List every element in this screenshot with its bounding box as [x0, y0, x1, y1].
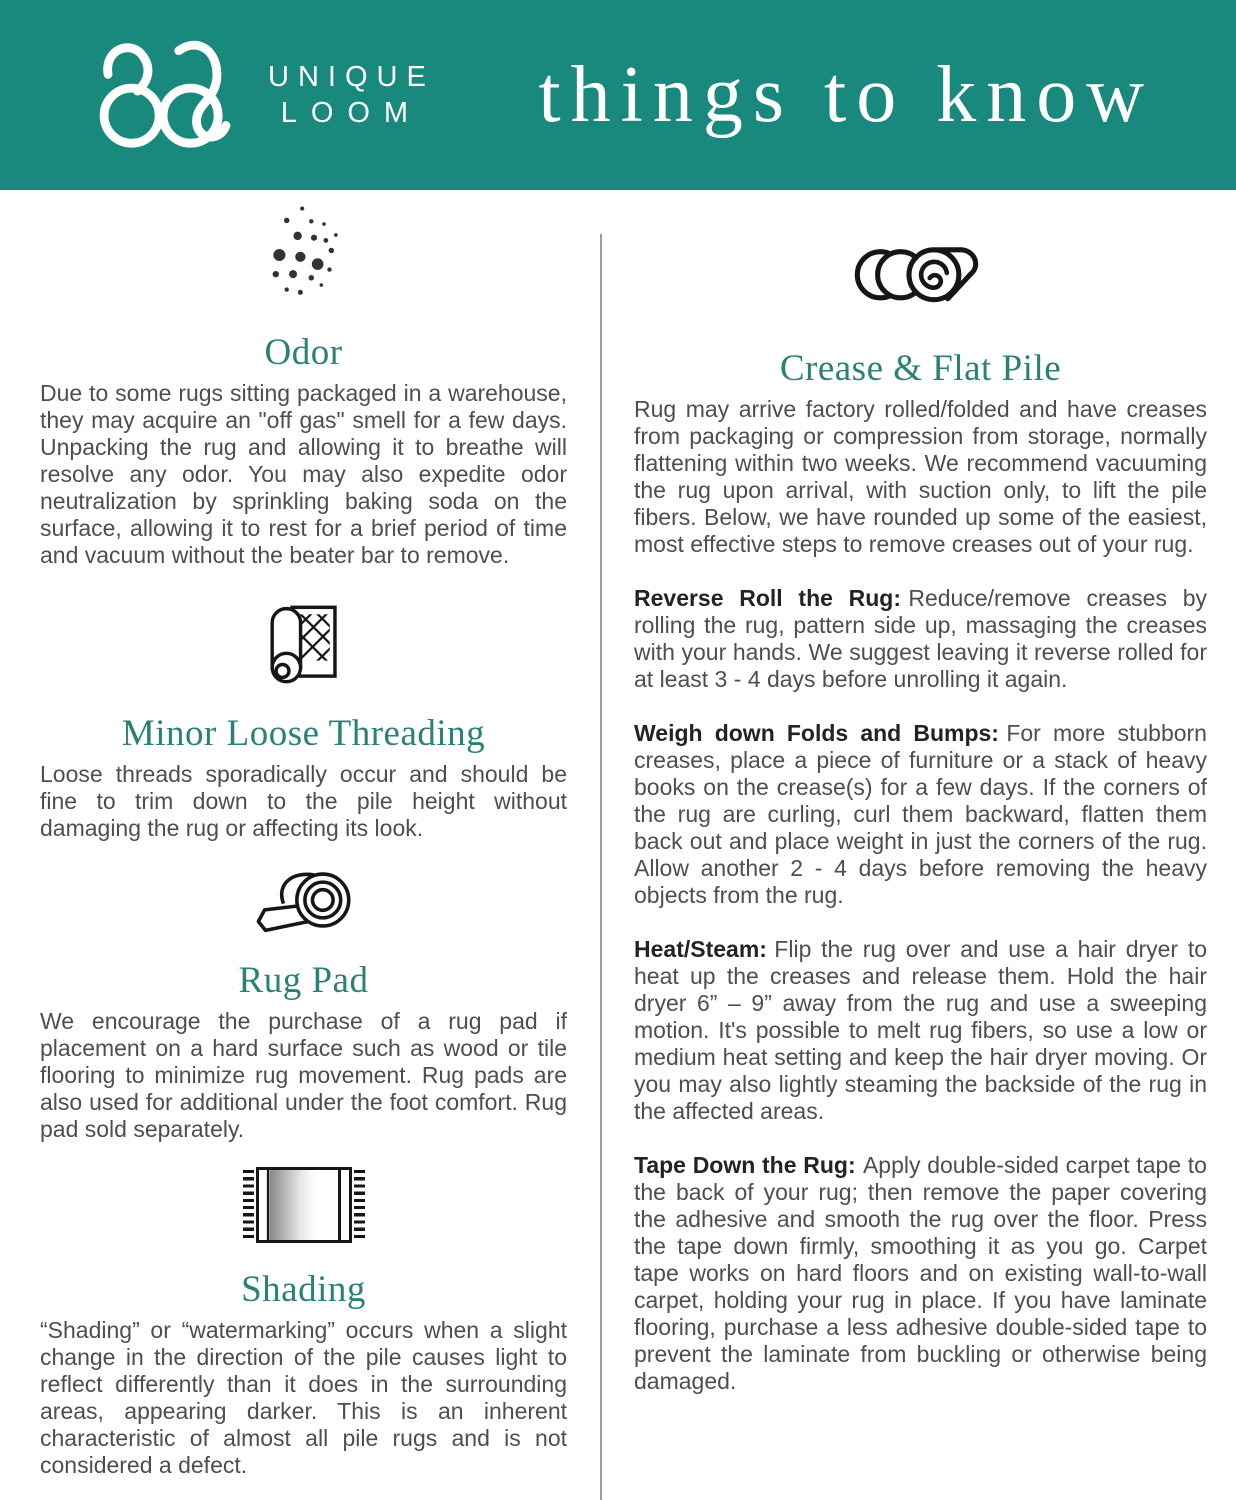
section-heading-threading: Minor Loose Threading — [121, 713, 486, 754]
section-heading-rug-pad: Rug Pad — [238, 960, 369, 1001]
page-title: things to know — [538, 50, 1154, 139]
section-rug-pad — [40, 866, 567, 1143]
section-body-shading: “Shading” or “watermarking” occurs when a slight change in the direction of the pile causes light to reflect differently than it does in the surrounding areas, appearing darker. This is an inherent characteristic of almost all pile rugs and is not considered a defect. — [40, 1317, 567, 1478]
section-body-odor: Due to some rugs sitting packaged in a warehouse, they may acquire an "off gas" smell for a few days. Unpacking the rug and allowing it to breathe will resolve any odor. You may also expedite odor neutralization by sprinkling baking soda on the surface, allowing it to rest for a brief period of time and vacuum without the beater bar to remove. — [40, 380, 567, 568]
brand-name-line2: LOOM — [280, 97, 423, 129]
rolled-rug-spiral-icon — [852, 236, 990, 308]
brand-name-line1: UNIQUE — [268, 60, 435, 93]
unique-loom-logo-icon — [92, 37, 242, 153]
step-label: Weigh down Folds and Bumps: — [634, 720, 999, 746]
step-label: Tape Down the Rug: — [634, 1152, 856, 1178]
right-column — [634, 190, 1207, 1500]
step-text: Reduce/remove creases by rolling the rug, pattern side up, massaging the creases with your hands. We suggest leaving it reverse rolled for at least 3 - 4 days before unrolling it again. — [634, 585, 1207, 692]
step-tape-down — [634, 1152, 1207, 1395]
step-text: Apply double-sided carpet tape to the back of your rug; then remove the paper covering the adhesive and smooth the rug over the floor. Press the tape down firmly, smoothing it as you go. Carpet tape works on hard floors and on existing wall-to-wall carpet, holding your rug in place. If you have laminate flooring, purchase a less adhesive double-sided tape to prevent the laminate from buckling or otherwise being damaged. — [634, 1152, 1207, 1394]
odor-dots-icon — [258, 204, 350, 306]
shaded-rug-icon — [243, 1167, 365, 1243]
step-heat-steam — [634, 936, 1207, 1125]
step-label: Reverse Roll the Rug: — [634, 585, 901, 611]
section-heading-crease: Crease & Flat Pile — [779, 348, 1062, 389]
column-divider — [600, 234, 602, 1500]
section-body-rug-pad: We encourage the purchase of a rug pad if placement on a hard surface such as wood or tile flooring to minimize rug movement. Rug pads are also used for additional under the foot comfort. Rug pad sold separately. — [40, 1008, 567, 1142]
section-loose-threading — [40, 593, 567, 842]
odor-icon-wrap — [40, 204, 567, 311]
shading-icon-wrap — [40, 1167, 567, 1248]
step-weigh-down — [634, 720, 1207, 909]
left-column — [40, 190, 567, 1500]
section-odor — [40, 204, 567, 569]
rug-pad-roll-icon — [251, 866, 357, 934]
section-heading-shading: Shading — [241, 1269, 366, 1310]
rolled-rug-weave-icon — [261, 593, 347, 687]
step-text: Flip the rug over and use a hair dryer to heat up the creases and release them. Hold the hair dryer 6” – 9” away from the rug and use a sweeping motion. It's possible to melt rug fibers, so use a low or medium heat setting and keep the hair dryer moving. Or you may also lightly steaming the backside of the rug in the affected areas. — [634, 936, 1207, 1124]
brand — [92, 37, 435, 153]
header-banner — [0, 0, 1236, 190]
crease-icon-wrap — [634, 236, 1207, 313]
crease-intro: Rug may arrive factory rolled/folded and have creases from packaging or compression from storage, normally flattening within two weeks. We recommend vacuuming the rug upon arrival, with suction only, to lift the pile fibers. Below, we have rounded up some of the easiest, most effective steps to remove creases out of your rug. — [634, 396, 1207, 557]
step-label: Heat/Steam: — [634, 936, 767, 962]
rug-pad-icon-wrap — [40, 866, 567, 939]
section-body-threading: Loose threads sporadically occur and should be fine to trim down to the pile height without damaging the rug or affecting its look. — [40, 761, 567, 841]
step-reverse-roll — [634, 585, 1207, 693]
threading-icon-wrap — [40, 593, 567, 692]
step-text: For more stubborn creases, place a piece of furniture or a stack of heavy books on the crease(s) for a few days. If the corners of the rug are curling, curl them backward, flatten them back out and place weight in just the corners of the rug. Allow another 2 - 4 days before removing the heavy objects from the rug. — [634, 720, 1207, 908]
content — [0, 190, 1236, 1500]
section-shading — [40, 1167, 567, 1479]
brand-text — [268, 59, 435, 132]
section-heading-odor: Odor — [264, 332, 343, 373]
